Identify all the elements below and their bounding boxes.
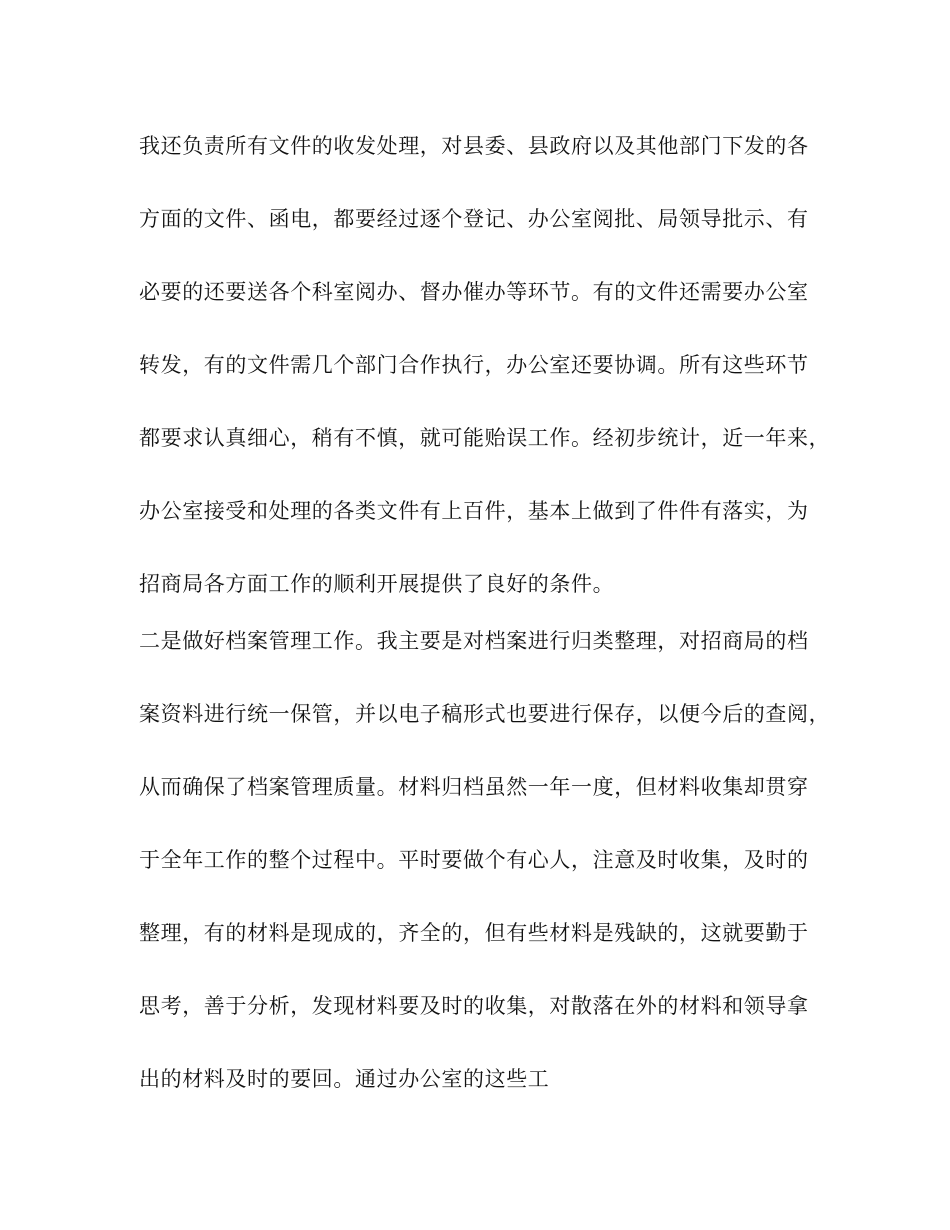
text-line-8: 二是做好档案管理工作。我主要是对档案进行归类整理，对招商局的档	[139, 629, 809, 653]
text-line-2: 方面的文件、函电，都要经过逐个登记、办公室阅批、局领导批示、有	[139, 207, 809, 231]
text-line-10: 从而确保了档案管理质量。材料归档虽然一年一度，但材料收集却贯穿	[139, 775, 809, 799]
text-line-3: 必要的还要送各个科室阅办、督办催办等环节。有的文件还需要办公室	[139, 280, 809, 304]
text-line-11: 于全年工作的整个过程中。平时要做个有心人，注意及时收集，及时的	[139, 848, 809, 872]
text-line-12: 整理，有的材料是现成的，齐全的，但有些材料是残缺的，这就要勤于	[139, 921, 809, 945]
text-line-14: 出的材料及时的要回。通过办公室的这些工	[139, 1067, 550, 1091]
text-line-5: 都要求认真细心，稍有不慎，就可能贻误工作。经初步统计，近一年来，	[139, 426, 831, 450]
text-line-9: 案资料进行统一保管，并以电子稿形式也要进行保存，以便今后的查阅，	[139, 702, 831, 726]
text-line-1: 我还负责所有文件的收发处理，对县委、县政府以及其他部门下发的各	[139, 134, 809, 158]
text-line-13: 思考，善于分析，发现材料要及时的收集，对散落在外的材料和领导拿	[139, 994, 809, 1018]
text-line-7: 招商局各方面工作的顺利开展提供了良好的条件。	[139, 572, 615, 596]
text-line-4: 转发，有的文件需几个部门合作执行，办公室还要协调。所有这些环节	[139, 353, 809, 377]
text-line-6: 办公室接受和处理的各类文件有上百件，基本上做到了件件有落实，为	[139, 499, 809, 523]
